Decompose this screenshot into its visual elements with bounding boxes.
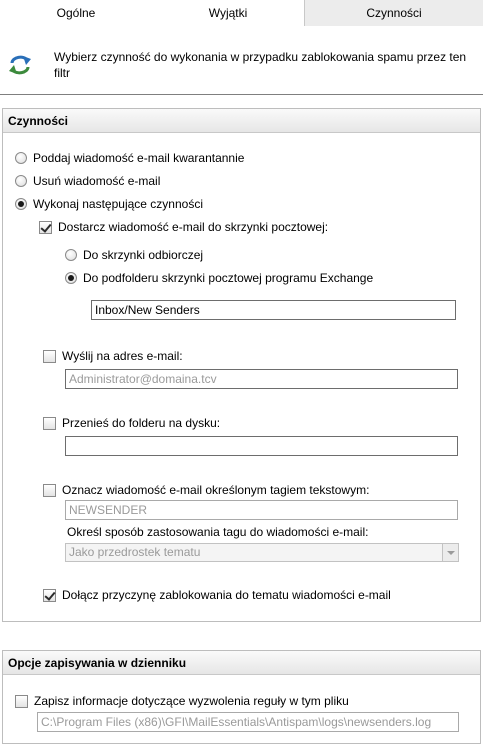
log-label: Zapisz informacje dotyczące wyzwolenia reguły w tym pliku — [34, 694, 349, 708]
radio-delete[interactable] — [15, 175, 27, 187]
deliver-checkbox[interactable] — [39, 221, 52, 234]
radio-deliver-inbox[interactable] — [65, 249, 77, 261]
move-folder-label: Przenieś do folderu na dysku: — [62, 416, 221, 430]
tag-mode-value: Jako przedrostek tematu — [69, 545, 201, 559]
subfolder-input[interactable]: Inbox/New Senders — [91, 300, 456, 320]
log-checkbox[interactable] — [15, 695, 28, 708]
deliver-subfolder-row[interactable] — [65, 270, 373, 286]
log-path-input[interactable]: C:\Program Files (x86)\GFI\MailEssentials\Antispam\logs\newsenders.log — [37, 712, 459, 732]
deliver-inbox-label: Do skrzynki odbiorczej — [83, 248, 204, 262]
tag-mode-label: Określ sposób zastosowania tagu do wiadomości e-mail: — [67, 525, 369, 539]
tag-input[interactable]: NEWSENDER — [65, 500, 458, 520]
deliver-label: Dostarcz wiadomość e-mail do skrzynki pocztowej: — [58, 220, 329, 234]
tab-general[interactable]: Ogólne — [0, 0, 152, 26]
append-reason-label: Dołącz przyczynę zablokowania do tematu wiadomości e-mail — [62, 588, 391, 602]
deliver-subfolder-label: Do podfolderu skrzynki pocztowej programu Exchange — [83, 271, 374, 285]
deliver-row[interactable] — [39, 219, 328, 235]
radio-perform-label: Wykonaj następujące czynności — [33, 197, 203, 211]
radio-quarantine[interactable] — [15, 152, 27, 164]
radio-perform[interactable] — [15, 198, 27, 210]
chevron-down-icon[interactable] — [442, 544, 458, 561]
actions-section-title: Czynności — [3, 109, 480, 133]
send-email-label: Wyślij na adres e-mail: — [62, 349, 183, 363]
tag-mode-select[interactable] — [65, 543, 459, 562]
send-email-row[interactable] — [43, 348, 183, 364]
radio-deliver-subfolder[interactable] — [65, 272, 77, 284]
tag-row[interactable] — [43, 482, 369, 498]
send-email-input[interactable]: Administrator@domaina.tcv — [65, 369, 458, 389]
append-reason-checkbox[interactable] — [43, 589, 56, 602]
tab-exceptions[interactable]: Wyjątki — [152, 0, 304, 26]
radio-quarantine-row[interactable] — [15, 150, 244, 166]
radio-quarantine-label: Poddaj wiadomość e-mail kwarantannie — [33, 151, 245, 165]
actions-section — [2, 108, 481, 622]
send-email-checkbox[interactable] — [43, 350, 56, 363]
move-folder-checkbox[interactable] — [43, 417, 56, 430]
deliver-inbox-row[interactable] — [65, 247, 203, 263]
log-section — [2, 650, 481, 744]
tag-label: Oznacz wiadomość e-mail określonym tagiem tekstowym: — [62, 483, 370, 497]
tab-actions[interactable]: Czynności — [304, 0, 483, 26]
intro-panel — [0, 27, 483, 95]
append-reason-row[interactable] — [43, 587, 391, 603]
radio-delete-row[interactable] — [15, 173, 160, 189]
tag-checkbox[interactable] — [43, 484, 56, 497]
move-folder-row[interactable] — [43, 415, 220, 431]
log-row[interactable] — [15, 693, 349, 709]
move-folder-input[interactable] — [65, 436, 458, 456]
refresh-arrows-icon — [6, 51, 34, 79]
log-section-title: Opcje zapisywania w dzienniku — [3, 651, 480, 675]
tab-bar — [0, 0, 483, 26]
radio-perform-row[interactable] — [15, 196, 203, 212]
radio-delete-label: Usuń wiadomość e-mail — [33, 174, 161, 188]
intro-description: Wybierz czynność do wykonania w przypadku zablokowania spamu przez ten filtr — [54, 50, 467, 80]
